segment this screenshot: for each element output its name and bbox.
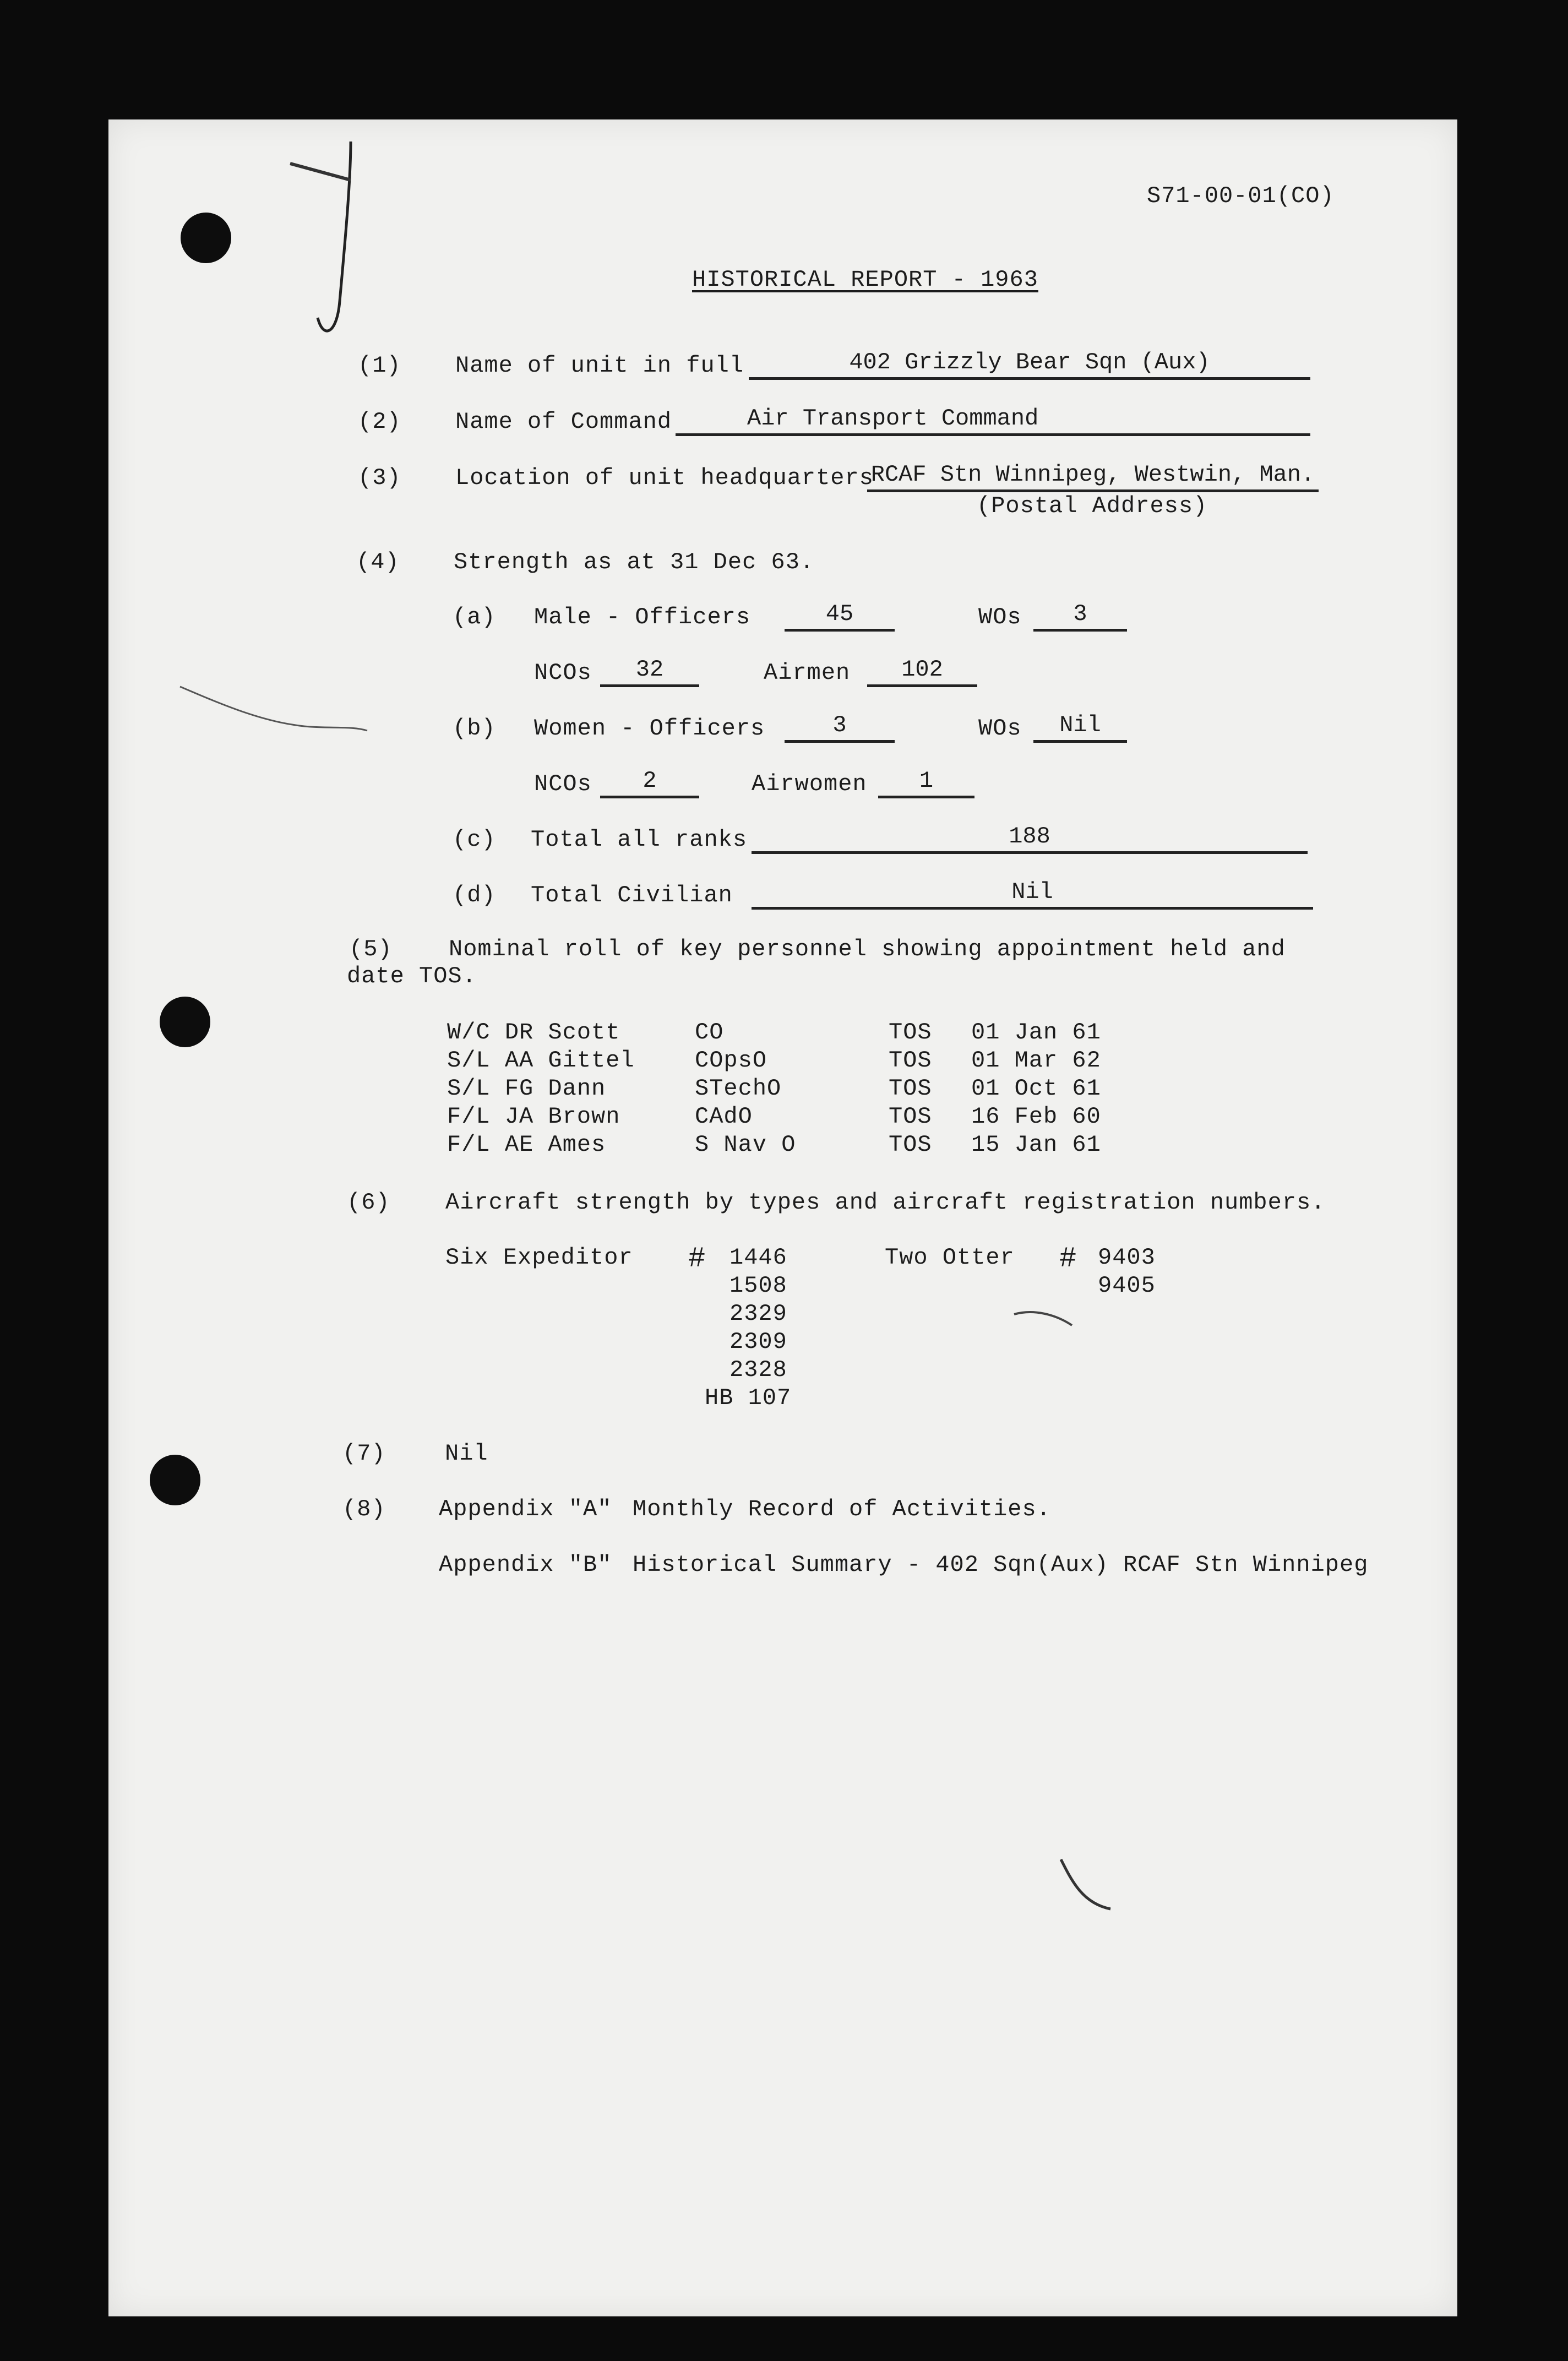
sub-item: (c) xyxy=(453,826,496,853)
aircraft-type-otter: Two Otter xyxy=(885,1244,1015,1271)
registration-number: 1446 xyxy=(729,1244,787,1271)
sub-item: (d) xyxy=(453,882,496,909)
item-number: (2) xyxy=(358,409,401,435)
nominal-roll-text: Nominal roll of key personnel showing appointment held and xyxy=(449,936,1286,962)
table-row-date: 01 Mar 62 xyxy=(971,1047,1101,1074)
table-row-tos: TOS xyxy=(889,1131,932,1158)
hash-symbol: # xyxy=(688,1243,706,1275)
women-ncos-label: NCOs xyxy=(534,771,592,797)
nominal-roll-text-cont: date TOS. xyxy=(347,963,477,989)
male-officers-label: Male - Officers xyxy=(534,604,751,630)
table-row-name: F/L AE Ames xyxy=(447,1131,606,1158)
women-officers-value: 3 xyxy=(785,714,895,743)
appendix-a-label: Appendix "A" xyxy=(439,1496,612,1522)
registration-number: 2328 xyxy=(729,1357,787,1383)
punch-hole xyxy=(181,213,231,263)
total-ranks-value: 188 xyxy=(752,825,1308,854)
total-civilian-value: Nil xyxy=(752,880,1313,910)
appendix-a-text: Monthly Record of Activities. xyxy=(633,1496,1051,1522)
report-title: HISTORICAL REPORT - 1963 xyxy=(692,266,1038,293)
item-number: (5) xyxy=(349,936,393,962)
punch-hole xyxy=(160,997,210,1047)
registration-number: 9405 xyxy=(1098,1272,1156,1299)
table-row-date: 16 Feb 60 xyxy=(971,1103,1101,1130)
stray-pen-mark xyxy=(175,670,373,742)
table-row-appt: CAdO xyxy=(695,1103,753,1130)
registration-number: 1508 xyxy=(729,1272,787,1299)
document-page xyxy=(108,119,1457,2316)
pen-checkmark xyxy=(285,136,373,384)
women-officers-label: Women - Officers xyxy=(534,715,765,742)
file-reference: S71-00-01(CO) xyxy=(1147,183,1335,209)
table-row-tos: TOS xyxy=(889,1103,932,1130)
table-row-appt: CO xyxy=(695,1019,724,1046)
airwomen-value: 1 xyxy=(878,769,974,798)
registration-number: 2329 xyxy=(729,1301,787,1327)
item-number: (6) xyxy=(347,1189,390,1216)
table-row-date: 01 Jan 61 xyxy=(971,1019,1101,1046)
male-ncos-label: NCOs xyxy=(534,660,592,686)
hash-symbol: # xyxy=(1059,1243,1077,1275)
location-label: Location of unit headquarters xyxy=(455,465,874,491)
strength-heading: Strength as at 31 Dec 63. xyxy=(454,549,815,575)
table-row-name: W/C DR Scott xyxy=(447,1019,620,1046)
airmen-label: Airmen xyxy=(764,660,851,686)
registration-number: HB 107 xyxy=(705,1385,792,1411)
item-number: (4) xyxy=(356,549,400,575)
table-row-name: S/L FG Dann xyxy=(447,1075,606,1102)
command-label: Name of Command xyxy=(455,409,672,435)
male-officers-value: 45 xyxy=(785,602,895,632)
registration-number: 2309 xyxy=(729,1329,787,1355)
table-row-appt: S Nav O xyxy=(695,1131,796,1158)
male-wos-value: 3 xyxy=(1033,602,1127,632)
table-row-tos: TOS xyxy=(889,1019,932,1046)
table-row-appt: STechO xyxy=(695,1075,782,1102)
aircraft-type-expeditor: Six Expeditor xyxy=(445,1244,633,1271)
location-value: RCAF Stn Winnipeg, Westwin, Man. xyxy=(867,463,1319,492)
total-civilian-label: Total Civilian xyxy=(531,882,733,909)
total-ranks-label: Total all ranks xyxy=(531,826,748,853)
women-ncos-value: 2 xyxy=(600,769,699,798)
male-wos-label: WOs xyxy=(978,604,1022,630)
stray-pen-mark xyxy=(1055,1854,1121,1920)
command-value: Air Transport Command xyxy=(676,407,1310,436)
item-number: (8) xyxy=(342,1496,386,1522)
postal-address-label: (Postal Address) xyxy=(977,493,1208,519)
unit-label: Name of unit in full xyxy=(455,352,744,379)
airmen-value: 102 xyxy=(867,658,977,687)
stray-pen-mark xyxy=(1011,1303,1077,1336)
item-number: (3) xyxy=(358,465,401,491)
male-ncos-value: 32 xyxy=(600,658,699,687)
women-wos-value: Nil xyxy=(1033,714,1127,743)
appendix-b-label: Appendix "B" xyxy=(439,1552,612,1578)
aircraft-text: Aircraft strength by types and aircraft registration numbers. xyxy=(445,1189,1326,1216)
table-row-tos: TOS xyxy=(889,1075,932,1102)
item-number: (1) xyxy=(358,352,401,379)
airwomen-label: Airwomen xyxy=(752,771,867,797)
appendix-b-text: Historical Summary - 402 Sqn(Aux) RCAF Stn Winnipeg xyxy=(633,1552,1369,1578)
item-number: (7) xyxy=(342,1440,386,1467)
table-row-name: F/L JA Brown xyxy=(447,1103,620,1130)
table-row-name: S/L AA Gittel xyxy=(447,1047,635,1074)
table-row-date: 15 Jan 61 xyxy=(971,1131,1101,1158)
unit-value: 402 Grizzly Bear Sqn (Aux) xyxy=(749,351,1310,380)
item7-value: Nil xyxy=(445,1440,488,1467)
table-row-tos: TOS xyxy=(889,1047,932,1074)
registration-number: 9403 xyxy=(1098,1244,1156,1271)
sub-item: (a) xyxy=(453,604,496,630)
table-row-date: 01 Oct 61 xyxy=(971,1075,1101,1102)
punch-hole xyxy=(150,1455,200,1505)
sub-item: (b) xyxy=(453,715,496,742)
women-wos-label: WOs xyxy=(978,715,1022,742)
table-row-appt: COpsO xyxy=(695,1047,767,1074)
